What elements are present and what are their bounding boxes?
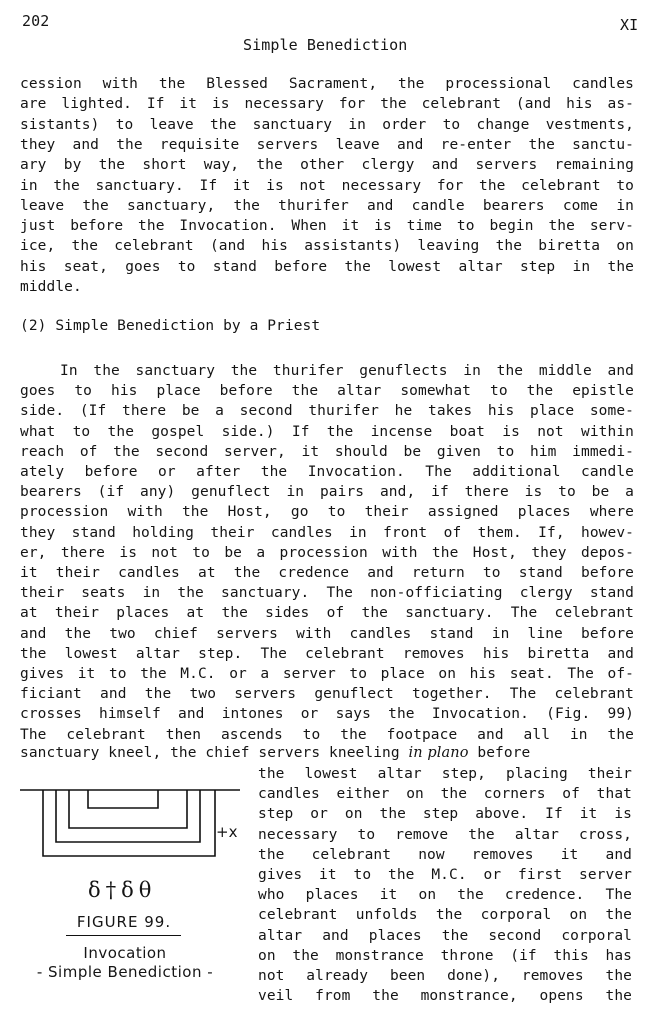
text-line: in the sanctuary. If it is not necessary for the celebrant to <box>20 177 634 194</box>
text-line: celebrant unfolds the corporal on the <box>258 907 632 924</box>
figure-title: Invocation <box>83 944 167 962</box>
text-line: altar and places the second corporal <box>258 927 632 944</box>
section-heading: (2) Simple Benediction by a Priest <box>20 318 321 334</box>
text-line: crosses himself and intones or says the Invocation. (Fig. 99) <box>20 706 634 723</box>
text-line: and the two chief servers with candles stand in line before <box>20 625 634 642</box>
page-number: 202 <box>22 12 50 30</box>
text-line: ice, the celebrant (and his assistants) leaving the biretta on <box>20 238 634 255</box>
text-line: it their candles at the credence and return to stand before <box>20 565 634 581</box>
figure-label: FIGURE 99. <box>76 913 172 931</box>
text-line: veil from the monstrance, opens the <box>258 988 632 1005</box>
figure-label-rule <box>66 935 181 936</box>
text-line: candles either on the corners of that <box>258 786 632 803</box>
text-line: gives it to the M.C. or first server <box>258 867 632 883</box>
text-line: reach of the second server, it should be given to him immedi- <box>20 443 634 460</box>
text-line: their seats in the sanctuary. The non-officiating clergy stand <box>20 585 634 602</box>
text-line: are lighted. If it is necessary for the celebrant (and his as- <box>20 96 634 113</box>
text-line: In the sanctuary the thurifer genuflects in the middle and <box>60 363 634 379</box>
text-line: the lowest altar step. The celebrant removes his biretta and <box>20 645 634 662</box>
running-title: Simple Benediction <box>243 36 408 54</box>
text-line: gives it to the M.C. or a server to place on his seat. The of- <box>20 666 634 682</box>
text-line: the celebrant now removes it and <box>258 846 632 863</box>
text-line: er, there is not to be a procession with the Host, they depos- <box>20 544 634 561</box>
text-line: leave the sanctuary, the thurifer and candle bearers come in <box>20 197 634 214</box>
chapter-number: XI <box>620 16 639 34</box>
text-line: step or on the step above. If it is <box>258 806 632 823</box>
text-line: side. (If there be a second thurifer he takes his place some- <box>20 403 634 420</box>
text-line: ficiant and the two servers genuflect together. The celebrant <box>20 686 634 703</box>
text-line: what to the gospel side.) If the incense boat is not within <box>20 423 634 440</box>
text-line: The celebrant then ascends to the footpace and all in the <box>20 726 634 743</box>
text-line: cession with the Blessed Sacrament, the processional candles <box>20 76 634 92</box>
text-line: bearers (if any) genuflect in pairs and, if there is to be a <box>20 484 634 501</box>
text-line: the lowest altar step, placing their <box>258 766 632 782</box>
text-line: ately before or after the Invocation. The additional candle <box>20 464 634 480</box>
text-line: at their places at the sides of the sanctuary. The celebrant <box>20 605 634 622</box>
text-line: his seat, goes to stand before the lowest altar step in the <box>20 258 634 275</box>
text-line: sistants) to leave the sanctuary in order to change vestments, <box>20 116 634 133</box>
text-line: goes to his place before the altar somewhat to the epistle <box>20 383 634 400</box>
figure-subtitle: - Simple Benediction - <box>36 963 214 981</box>
celebrant-cross-mark: +x <box>216 823 238 841</box>
text-line: middle. <box>20 279 82 295</box>
figures-symbols: δ†δθ <box>88 878 157 902</box>
italic-term: in plano <box>408 745 469 761</box>
text-line: who places it on the credence. The <box>258 887 632 904</box>
text-line: necessary to remove the altar cross, <box>258 826 632 843</box>
text-line: they and the requisite servers leave and re-enter the sanctu- <box>20 136 634 153</box>
text-line: they stand holding their candles in front of them. If, howev- <box>20 524 634 541</box>
text-line: on the monstrance throne (if this has <box>258 947 632 964</box>
text-line-italic-row <box>20 745 634 765</box>
text-line: just before the Invocation. When it is time to begin the serv- <box>20 218 634 235</box>
text-line: ary by the short way, the other clergy and servers remaining <box>20 157 634 174</box>
text-after-italic: before <box>468 745 531 761</box>
text-line: procession with the Host, go to their assigned places where <box>20 504 634 521</box>
text-before-italic: sanctuary kneel, the chief servers kneeling <box>20 745 409 761</box>
text-line: not already been done), removes the <box>258 968 632 984</box>
